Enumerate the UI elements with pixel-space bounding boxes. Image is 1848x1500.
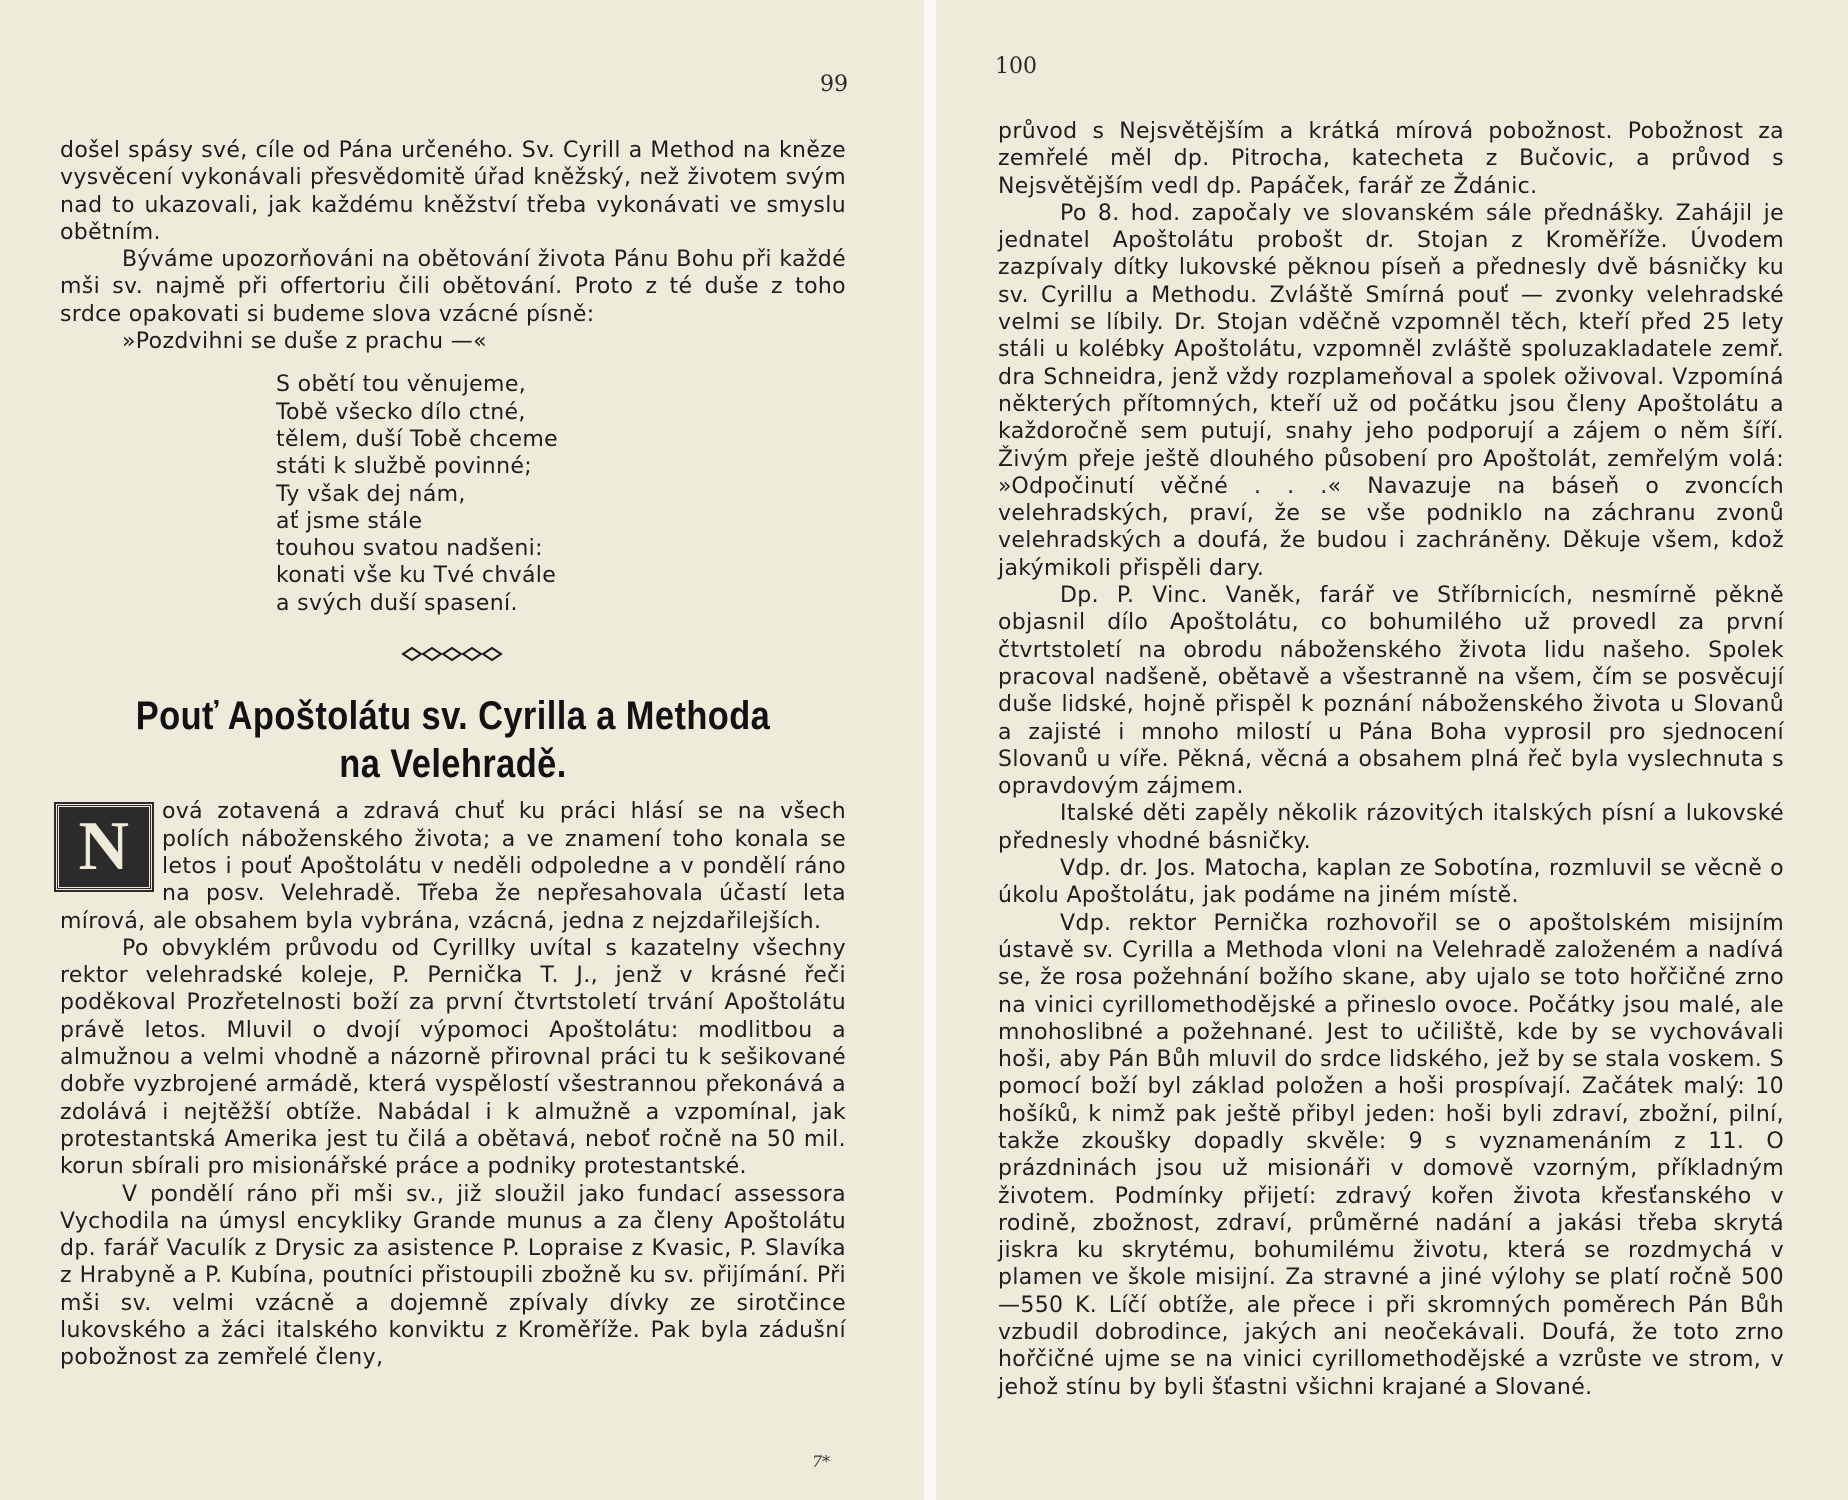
poem-line: tělem, duší Tobě chceme (276, 426, 559, 452)
paragraph: průvod s Nejsvětějším a krátká mírová pobožnost. Pobožnost za zemřelé měl dp. Pitrocha, katecheta z Bučovic, a průvod s Nejsvětějším vedl dp. Papáček, farář ze Ždánic. (998, 119, 1784, 199)
article-title-line: na Velehradě. (339, 742, 567, 787)
paragraph: Italské děti zapěly několik rázovitých italských písní a lukovské přednesly vhodné básničky. (998, 801, 1784, 854)
poem (276, 371, 846, 617)
poem-line: S obětí tou věnujeme, (276, 372, 527, 398)
paragraph: Po 8. hod. započaly ve slovanském sále přednášky. Zahájil je jednatel Apoštolátu probošt dr. Stojan z Kroměříže. Úvodem zazpívaly dítky lukovské pěknou píseň a přednesly dvě básničky ku sv. Cyrillu a Methodu. Zvláště Smírná pouť — zvonky velehradské velmi se líbily. Dr. Stojan vděčně vzpomněl těch, kteří před 25 lety stáli u kolébky Apoštolátu, vzpomněl zvláště spoluzakladatele zemř. dra Schneidra, jenž vždy rozplameňoval a spolek oživoval. Vzpomíná některých přítomných, kteří už od počátku jsou členy Apoštolátu a každoročně sem putují, snahy jeho podporují a zájem o něm šíří. Živým přeje ještě dlouhého působení pro Apoštolát, zemřelým volá: »Odpočinutí věčné . . .« Navazuje na báseň o zvoncích velehradských, praví, že se vše podniklo na záchranu zvonů velehradských a doufá, že budou i zachráněny. Děkuje všem, kdož jakýmikoli přispěli dary. (998, 200, 1784, 581)
paragraph: Dp. P. Vinc. Vaněk, farář ve Stříbrnicích, nesmírně pěkně objasnil dílo Apoštolátu, co bohumilého už provedl za první čtvrtstoletí na obrodu náboženského života lidu našeho. Spolek pracoval nadšeně, obětavě a všestranně na všem, čím se posvěcují duše lidské, hojně přispěl k poznání náboženského života u Slovanů a zajisté i mnoho milostí u Pána Boha vyprosil pro sjednocení Slovanů u víře. Pěkná, věcná a obsahem plná řeč byla vyslechnuta s opravdovým zájmem. (998, 583, 1784, 800)
article-title-line: Pouť Apoštolátu sv. Cyrilla a Methoda (135, 694, 771, 739)
poem-line: státi k službě povinné; (276, 454, 533, 480)
ornament-divider (60, 643, 846, 670)
signature-mark: 7* (812, 1452, 831, 1471)
right-text-column (998, 118, 1784, 1401)
poem-line: Ty však dej nám, (276, 481, 466, 507)
drop-cap: N (56, 804, 152, 890)
paragraph: V pondělí ráno při mši sv., již sloužil jako fundací assessora Vychodila na úmysl encykliky Grande munus a za členy Apoštolátu dp. farář Vaculík z Drysic za asistence P. Lopraise z Kvasic, P. Slavíka z Hrabyně a P. Kubína, poutníci přistoupili zbožně ku sv. přijímání. Při mši sv. velmi vzácně a dojemně zpívaly dívky ze sirotčince lukovského a žáci italského konviktu z Kroměříže. Pak byla zádušní pobožnost za zemřelé členy, (60, 1181, 846, 1371)
paragraph-text: ová zotavená a zdravá chuť ku práci hlásí se na všech polích náboženského života; a ve znamení toho konala se letos i pouť Apoštolátu v neděli odpoledne a v pondělí ráno na posv. Velehradě. Třeba že nepřesahovala účastí leta mírová, ale obsahem byla vybrána, vzácná, jedna z nejzdařilejších. (60, 799, 846, 934)
right-page (936, 0, 1848, 1500)
left-text-column (60, 137, 846, 1372)
poem-line: ať jsme stále (276, 508, 423, 534)
page-number: 100 (995, 54, 1037, 79)
poem-line: konati vše ku Tvé chvále (276, 563, 557, 589)
poem-line: Tobě všecko dílo ctné, (276, 399, 526, 425)
page-number: 99 (820, 72, 848, 97)
paragraph: Vdp. rektor Pernička rozhovořil se o apoštolském misijním ústavě sv. Cyrilla a Methoda vloni na Velehradě založeném a nadívá se, že rosa požehnání božího skane, aby ujalo se toto hořčičné zrno na vinici cyrillomethodějské a přineslo ovoce. Počátky jsou malé, ale mnohoslibné a požehnané. Jest to učiliště, kde by se vychovávali hoši, aby Pán Bůh mluvil do srdce lidského, jež by se stala voskem. S pomocí boží byl základ položen a hoši prospívají. Začátek malý: 10 hošíků, k nimž pak ještě přibyl jeden: hoši byli zdraví, zbožní, pilní, takže zkoušky dopadly skvěle: 9 s vyznamenáním z 11. O prázdninách jsou už misionáři v domově vzorným, příkladným životem. Podmínky přijetí: zdravý kořen života křesťanského v rodině, zbožnost, zdraví, průměrné nadání a jakási třeba skrytá jiskra ku skrytému, bohumilému životu, která se rozdmychá v plamen ve škole misijní. Za stravné a jiné výlohy se platí ročně 500—550 K. Líčí obtíže, ale přece i při skromných poměrech Pán Bůh vzbudil dobrodince, jakých ani neočekávali. Doufá, že toto zrno hořčičné ujme se na vinici cyrillomethodějské a vzrůste ve strom, v jehož stínu by byli šťastni všichni krajané a Slované. (998, 910, 1784, 1400)
paragraph: Po obvyklém průvodu od Cyrillky uvítal s kazatelny všechny rektor velehradské koleje, P. Pernička T. J., jenž v krásné řeči poděkoval Prozřetelnosti boží za první čtvrtstoletí trvání Apoštolátu právě letos. Mluvil o dvojí výpomoci Apoštolátu: modlitbou a almužnou a velmi vhodně a názorně přirovnal práci tu k sešikované dobře vyzbrojené armádě, která vyspělostí všestrannou překonává a zdolává i nejtěžší obtíže. Nabádal i k almužně a vzpomínal, jak protestantská Amerika jest tu čilá a obětavá, neboť ročně na 50 mil. korun sbírali pro misionářské práce a podniky protestantské. (60, 935, 846, 1180)
paragraph (60, 798, 846, 934)
paragraph: Býváme upozorňováni na obětování života Pánu Bohu při každé mši sv. najmě při offertoriu čili obětování. Proto z té duše z toho srdce opakovati si budeme slova vzácné písně: (60, 247, 846, 327)
paragraph: došel spásy své, cíle od Pána určeného. Sv. Cyrill a Method na kněze vysvěcení vykonávali přesvědomitě úřad kněžský, než životem svým nad to ukazovali, jak každému kněžství třeba vykonávati ve smyslu obětním. (60, 138, 846, 245)
quote-line: »Pozdvihni se duše z prachu —« (122, 329, 487, 355)
article-title (115, 692, 791, 788)
poem-line: touhou svatou nadšeni: (276, 536, 543, 562)
diamond-ornament-icon (401, 645, 505, 663)
paragraph: Vdp. dr. Jos. Matocha, kaplan ze Sobotína, rozmluvil se věcně o úkolu Apoštolátu, jak podáme na jiném místě. (998, 856, 1784, 909)
page-gutter (924, 0, 936, 1500)
poem-line: a svých duší spasení. (276, 590, 518, 616)
